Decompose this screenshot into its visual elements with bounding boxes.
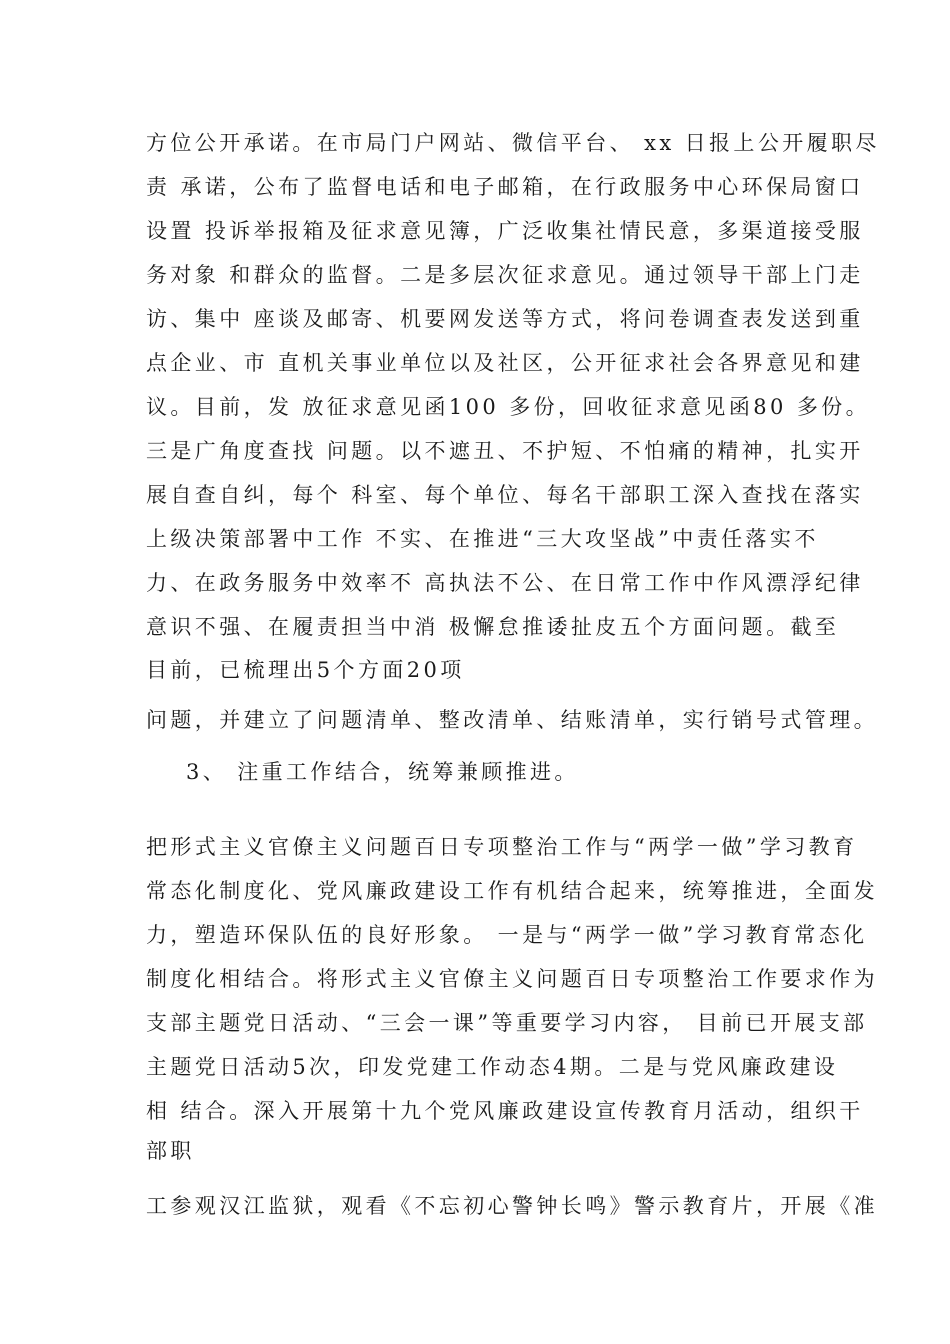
text-line: 三是广角度查找 问题。以不遮丑、不护短、不怕痛的精神，扎实开	[146, 439, 864, 463]
text-line: 问题，并建立了问题清单、整改清单、结账清单，实行销号式管理。	[146, 708, 878, 732]
text-line: 主题党日活动5次，印发党建工作动态4期。二是与党风廉政建设	[146, 1055, 839, 1079]
text-line: 常态化制度化、党风廉政建设工作有机结合起来，统筹推进，全面发	[146, 879, 878, 903]
text-line: 上级决策部署中工作 不实、在推进“三大攻坚战”中责任落实不	[146, 527, 819, 551]
text-line: 支部主题党日活动、“三会一课”等重要学习内容， 目前已开展支部	[146, 1011, 868, 1035]
text-line: 责 承诺，公布了监督电话和电子邮箱，在行政服务中心环保局窗口	[146, 175, 864, 199]
text-line: 相 结合。深入开展第十九个党风廉政建设宣传教育月活动，组织干	[146, 1099, 864, 1123]
text-line: 设置 投诉举报箱及征求意见簿，广泛收集社情民意，多渠道接受服	[146, 219, 864, 243]
text-line: 方位公开承诺。在市局门户网站、微信平台、 xx 日报上公开履职尽	[146, 131, 880, 155]
text-line: 目前，已梳理出5个方面20项	[146, 658, 465, 682]
text-line: 展自查自纠，每个 科室、每个单位、每名干部职工深入查找在落实	[146, 483, 864, 507]
text-line: 把形式主义官僚主义问题百日专项整治工作与“两学一做”学习教育	[146, 835, 858, 859]
text-line: 议。目前，发 放征求意见函100 多份，回收征求意见函80 多份。	[146, 395, 871, 419]
text-line: 工参观汉江监狱，观看《不忘初心警钟长鸣》警示教育片，开展《准	[146, 1194, 878, 1218]
text-line: 务对象 和群众的监督。二是多层次征求意见。通过领导干部上门走	[146, 263, 864, 287]
section-heading: 3、 注重工作结合，统筹兼顾推进。	[186, 760, 579, 784]
text-line: 力、在政务服务中效率不 高执法不公、在日常工作中作风漂浮纪律	[146, 571, 864, 595]
text-line: 访、集中 座谈及邮寄、机要网发送等方式，将问卷调查表发送到重	[146, 307, 864, 331]
text-line: 意识不强、在履责担当中消 极懈怠推诿扯皮五个方面问题。截至	[146, 615, 840, 639]
text-line: 部职	[146, 1139, 195, 1163]
text-line: 力，塑造环保队伍的良好形象。 一是与“两学一做”学习教育常态化	[146, 923, 868, 947]
text-line: 点企业、市 直机关事业单位以及社区，公开征求社会各界意见和建	[146, 351, 864, 375]
text-line: 制度化相结合。将形式主义官僚主义问题百日专项整治工作要求作为	[146, 967, 878, 991]
